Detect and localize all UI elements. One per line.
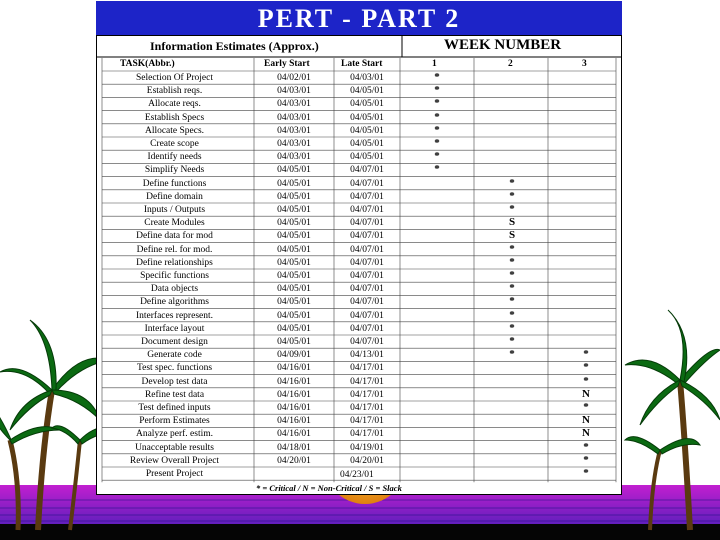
cell-early: 04/16/01 <box>277 416 311 427</box>
cell-early: 04/05/01 <box>277 205 311 215</box>
cell-early: 04/16/01 <box>277 376 311 387</box>
cell-late: 04/07/01 <box>350 323 384 334</box>
cell-w3: * <box>583 440 589 453</box>
cell-late: 04/20/01 <box>350 455 384 466</box>
cell-task: Analyze perf. estim. <box>135 429 214 440</box>
cell-w1: * <box>434 110 440 123</box>
cell-task: Selection Of Project <box>135 73 214 83</box>
cell-early: 04/05/01 <box>277 257 311 268</box>
cell-late: 04/07/01 <box>350 165 384 176</box>
info-estimates-header: Information Estimates (Approx.) <box>150 39 319 53</box>
cell-task: Interface layout <box>144 323 205 334</box>
cell-w2: * <box>509 335 515 347</box>
cell-late: 04/05/01 <box>350 125 384 136</box>
cell-late: 04/17/01 <box>350 416 384 427</box>
cell-task: Define relationships <box>136 257 213 268</box>
cell-late: 04/17/01 <box>350 403 384 413</box>
cell-early: 04/05/01 <box>277 310 311 321</box>
cell-task: Define domain <box>146 191 203 202</box>
cell-task: Generate code <box>147 350 202 361</box>
cell-w3: N <box>582 387 590 400</box>
cell-late: 04/07/01 <box>350 218 384 229</box>
cell-early: 04/03/01 <box>277 125 311 136</box>
cell-early: 04/16/01 <box>277 363 311 374</box>
cell-early: 04/05/01 <box>277 297 311 308</box>
cell-early: 04/16/01 <box>277 403 311 413</box>
cell-w1: * <box>434 84 440 97</box>
cell-task: Present Project <box>145 469 204 479</box>
cell-w2: S <box>508 216 516 229</box>
cell-task: Data objects <box>150 284 199 295</box>
cell-late: 04/07/01 <box>350 284 384 295</box>
cell-w2: S <box>508 229 516 242</box>
cell-task: Establish reqs. <box>146 86 203 97</box>
cell-w3: N <box>582 427 590 440</box>
cell-task: Test defined inputs <box>138 403 211 413</box>
cell-late: 04/17/01 <box>350 389 384 400</box>
cell-early: 04/05/01 <box>277 165 311 176</box>
cell-task: Specific functions <box>140 271 209 281</box>
cell-late: 04/07/01 <box>350 297 384 308</box>
cell-w2: * <box>509 242 515 255</box>
cell-w2: * <box>509 189 515 202</box>
cell-task: Create Modules <box>144 218 205 229</box>
cell-w1: * <box>434 137 440 149</box>
cell-early: 04/05/01 <box>277 231 311 242</box>
column-header-early-start: Early Start <box>264 59 310 69</box>
cell-late: 04/03/01 <box>350 73 384 83</box>
cell-late: 04/17/01 <box>350 376 384 387</box>
cell-early: 04/03/01 <box>277 86 311 97</box>
cell-w2: * <box>509 282 515 295</box>
cell-early: 04/03/01 <box>277 99 311 110</box>
cell-late: 04/07/01 <box>350 231 384 242</box>
cell-w1: * <box>434 123 440 136</box>
cell-early: 04/09/01 <box>277 350 311 361</box>
cell-late: 04/05/01 <box>350 86 384 97</box>
cell-early: 04/05/01 <box>277 178 311 189</box>
column-header-week-3: 3 <box>582 59 587 69</box>
cell-w2: * <box>509 348 515 361</box>
cell-early: 04/05/01 <box>277 244 311 255</box>
cell-w1: * <box>434 163 440 176</box>
cell-task: Simplify Needs <box>144 165 205 176</box>
cell-late: 04/05/01 <box>350 152 384 163</box>
cell-late: 04/07/01 <box>350 178 384 189</box>
cell-w2: * <box>509 203 515 215</box>
cell-late: 04/07/01 <box>350 244 384 255</box>
cell-early: 04/03/01 <box>277 152 311 163</box>
cell-early: 04/03/01 <box>277 112 311 123</box>
cell-w2: * <box>509 295 515 308</box>
cell-late: 04/13/01 <box>350 350 384 361</box>
cell-task: Refine test data <box>144 389 205 400</box>
cell-early: 04/18/01 <box>277 442 311 453</box>
cell-task: Create scope <box>150 139 199 149</box>
cell-late: 04/07/01 <box>350 205 384 215</box>
cell-early: 04/05/01 <box>277 337 311 347</box>
cell-late: 04/07/01 <box>350 310 384 321</box>
cell-w2: * <box>509 269 515 281</box>
cell-task: Define functions <box>142 178 207 189</box>
cell-task: Establish Specs <box>144 112 205 123</box>
column-header-week-2: 2 <box>508 59 513 69</box>
cell-early: 04/05/01 <box>277 191 311 202</box>
cell-early: 04/05/01 <box>277 218 311 229</box>
cell-w3: * <box>583 361 589 374</box>
cell-task: Allocate Specs. <box>144 125 205 136</box>
cell-task: Document design <box>141 337 208 347</box>
cell-task: Test spec. functions <box>136 363 213 374</box>
cell-late: 04/19/01 <box>350 442 384 453</box>
cell-w3: * <box>583 401 589 413</box>
cell-late: 04/07/01 <box>350 257 384 268</box>
cell-w2: * <box>509 255 515 268</box>
cell-task: Develop test data <box>141 376 208 387</box>
cell-task: Allocate reqs. <box>148 99 201 110</box>
cell-late: 04/07/01 <box>350 191 384 202</box>
cell-task: Define rel. for mod. <box>136 244 213 255</box>
cell-w1: * <box>434 71 440 83</box>
cell-late: 04/05/01 <box>350 139 384 149</box>
cell-task: Identify needs <box>147 152 202 163</box>
cell-task: Define algorithms <box>140 297 209 308</box>
cell-early: 04/02/01 <box>277 73 311 83</box>
cell-w2: * <box>509 321 515 334</box>
column-header-week-1: 1 <box>432 59 437 69</box>
cell-w1: * <box>434 97 440 110</box>
legend: * = Critical / N = Non-Critical / S = Slack <box>256 483 402 493</box>
cell-early: 04/05/01 <box>277 323 311 334</box>
cell-early: 04/05/01 <box>277 271 311 281</box>
cell-early: 04/16/01 <box>277 429 311 440</box>
cell-w3: * <box>583 467 589 479</box>
cell-w3: * <box>583 374 589 387</box>
cell-task: Define data for mod <box>136 231 213 242</box>
cell-w3: N <box>582 414 590 427</box>
cell-task: Review Overall Project <box>129 455 220 466</box>
cell-late: 04/07/01 <box>350 271 384 281</box>
cell-late: 04/05/01 <box>350 99 384 110</box>
cell-early: 04/03/01 <box>277 139 311 149</box>
cell-early: 04/20/01 <box>277 455 311 466</box>
cell-early: 04/16/01 <box>277 389 311 400</box>
column-header-task: TASK(Abbr.) <box>120 59 175 69</box>
cell-late: 04/07/01 <box>350 337 384 347</box>
final-date: 04/23/01 <box>340 470 374 480</box>
cell-late: 04/05/01 <box>350 112 384 123</box>
cell-early: 04/05/01 <box>277 284 311 295</box>
cell-w3: * <box>583 348 589 361</box>
cell-task: Inputs / Outputs <box>143 205 206 215</box>
cell-late: 04/17/01 <box>350 429 384 440</box>
cell-w2: * <box>509 308 515 321</box>
cell-task: Perform Estimates <box>139 416 210 427</box>
cell-w3: * <box>583 453 589 466</box>
cell-task: Unacceptable results <box>135 442 214 453</box>
cell-late: 04/17/01 <box>350 363 384 374</box>
cell-w1: * <box>434 150 440 163</box>
cell-w2: * <box>509 176 515 189</box>
page-title: PERT - PART 2 <box>96 1 622 35</box>
cell-task: Interfaces represent. <box>135 310 213 321</box>
week-number-header: WEEK NUMBER <box>444 37 562 53</box>
column-header-late-start: Late Start <box>341 59 383 69</box>
